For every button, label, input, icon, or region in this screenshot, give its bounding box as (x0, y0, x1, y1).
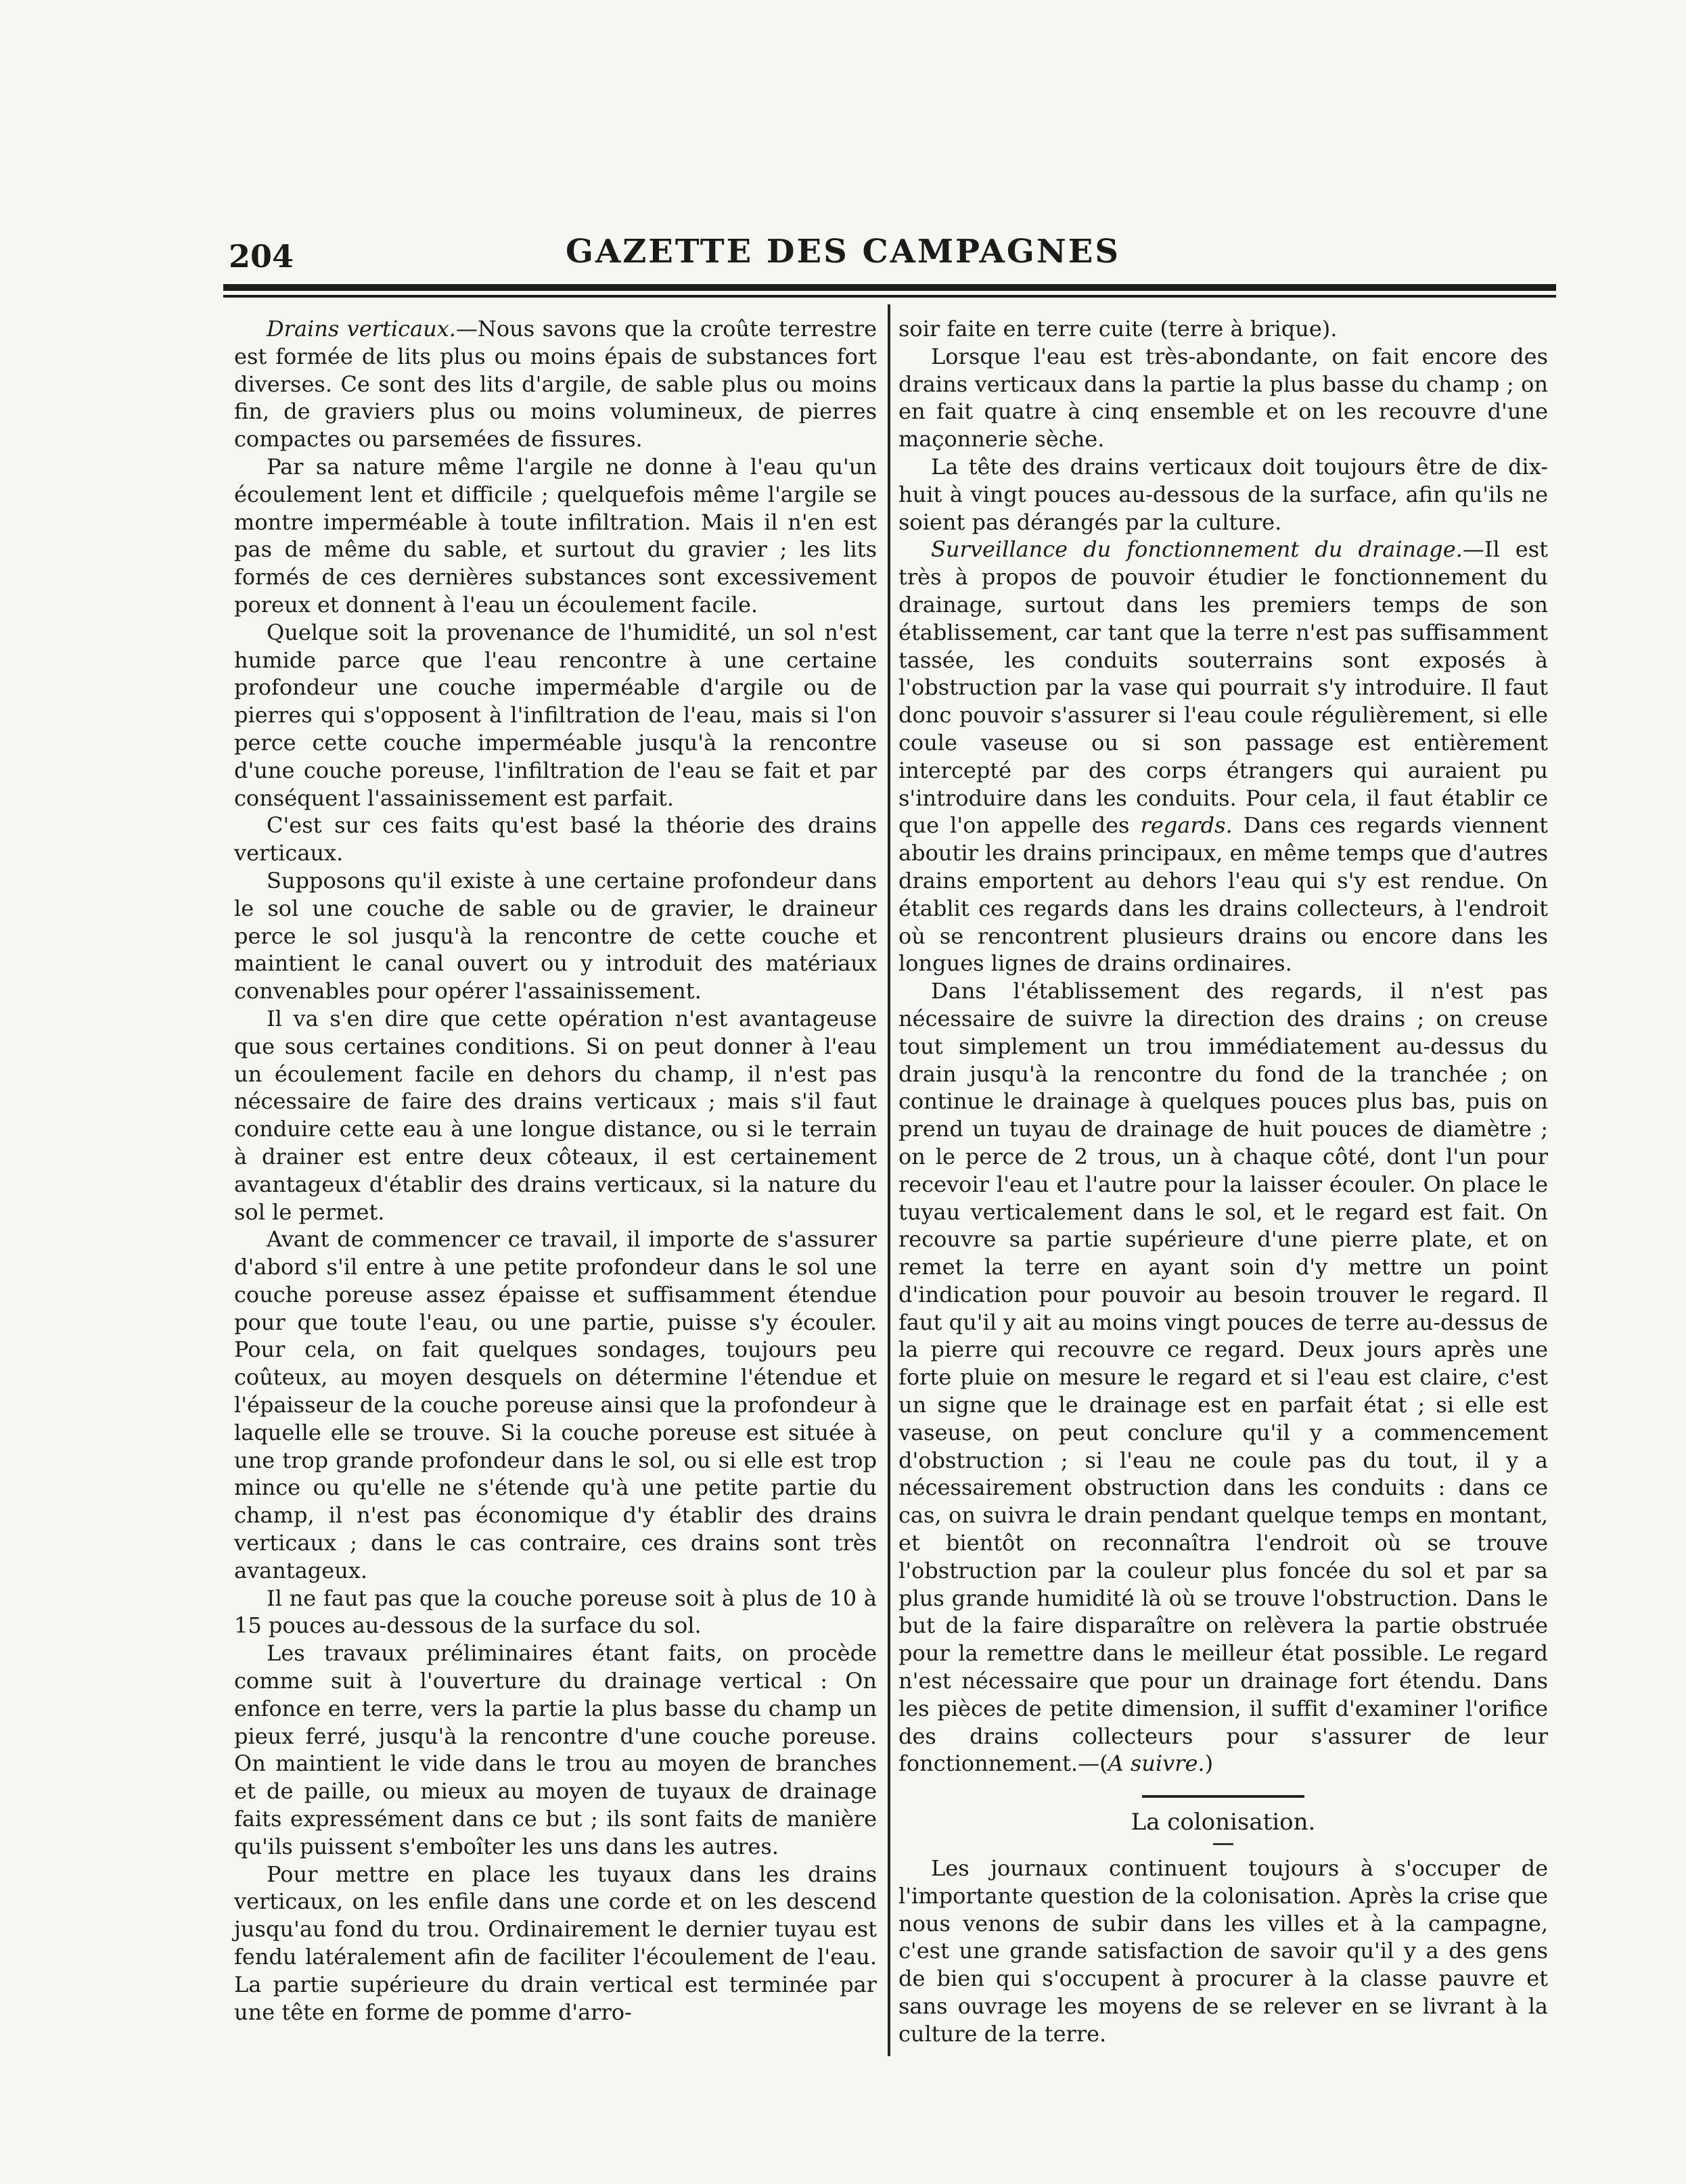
paragraph (898, 977, 1548, 1778)
page-number: 204 (229, 238, 294, 275)
paragraph-text: —Il est très à propos de pouvoir étudier le fonctionnement du drainage, surtout dans les premiers temps de son établissement, car tant que la terre n'est pas suffisamment tassée, les conduits souterrains sont exposés à l'obstruction par la vase qui pourrait s'y introduire. Il faut donc pouvoir s'assurer si l'eau coule régulièrement, si elle coule vaseuse ou si son passage est entièrement intercepté par des corps étrangers qui auraient pu s'introduire dans les conduits. Pour cela, il faut établir ce que l'on appelle des (898, 536, 1549, 839)
italic-term: regards. (1140, 812, 1233, 839)
paragraph (234, 315, 877, 453)
paragraph-heading: Drains verticaux. (267, 316, 456, 342)
paragraph: Par sa nature même l'argile ne donne à l'eau qu'un écoulement lent et difficile ; quelquefois même l'argile se montre imperméable à toute infiltration. Mais il n'en est pas de même du sable, et surtout du gravier ; les lits formés de ces dernières substances sont excessivement poreux et donnent à l'eau un écoulement facile. (234, 453, 877, 618)
page-title: GAZETTE DES CAMPAGNES (565, 233, 1120, 271)
column-divider (888, 304, 890, 2056)
paragraph: Lorsque l'eau est très-abondante, on fait encore des drains verticaux dans la partie la plus basse du champ ; on en fait quatre à cinq ensemble et on les recouvre d'une maçonnerie sèche. (898, 343, 1548, 452)
paragraph: Il ne faut pas que la couche poreuse soit à plus de 10 à 15 pouces au-dessous de la surface du sol. (234, 1585, 877, 1639)
paragraph: Les journaux continuent toujours à s'occuper de l'importante question de la colonisation. Après la crise que nous venons de subir dans les villes et à la campagne, c'est une grande satisfaction de savoir qu'il y a des gens de bien qui s'occupent à procurer à la classe pauvre et sans ouvrage les moyens de se relever en se livrant à la culture de la terre. (898, 1855, 1548, 2047)
paragraph (898, 536, 1548, 977)
paragraph: Il va s'en dire que cette opération n'est avantageuse que sous certaines conditions. Si on peut donner à l'eau un écoulement facile en dehors du champ, il n'est pas nécessaire de faire des drains verticaux ; mais s'il faut conduire cette eau à une longue distance, ou si le terrain à drainer est entre deux côteaux, il est certainement avantageux d'établir des drains verticaux, si la nature du sol le permet. (234, 1005, 877, 1225)
section-title-rule (1213, 1843, 1233, 1845)
paragraph: La tête des drains verticaux doit toujours être de dix-huit à vingt pouces au-dessous de la surface, afin qu'ils ne soient pas dérangés par la culture. (898, 453, 1548, 535)
paragraph: Quelque soit la provenance de l'humidité, un sol n'est humide parce que l'eau rencontre à une certaine profondeur une couche imperméable d'argile ou de pierres qui s'opposent à l'infiltration de l'eau, mais si l'on perce cette couche imperméable jusqu'à la rencontre d'une couche poreuse, l'infiltration de l'eau se fait et par conséquent l'assainissement est parfait. (234, 619, 877, 811)
header-rule-thick (223, 284, 1556, 291)
section-title: La colonisation. (1131, 1809, 1316, 1836)
paragraph: Les travaux préliminaires étant faits, on procède comme suit à l'ouverture du drainage vertical : On enfonce en terre, vers la partie la plus basse du champ un pieux ferré, jusqu'à la rencontre d'une couche poreuse. On maintient le vide dans le trou au moyen de branches et de paille, ou mieux au moyen de tuyaux de drainage faits expressément dans ce but ; ils sont faits de manière qu'ils puissent s'emboîter les uns dans les autres. (234, 1640, 877, 1859)
paragraph: Avant de commencer ce travail, il importe de s'assurer d'abord s'il entre à une petite profondeur dans le sol une couche poreuse assez épaisse et suffisamment étendue pour que toute l'eau, ou une partie, puisse s'y écouler. Pour cela, on fait quelques sondages, toujours peu coûteux, au moyen desquels on détermine l'étendue et l'épaisseur de la couche poreuse ainsi que la profondeur à laquelle elle se trouve. Si la couche poreuse est située à une trop grande profondeur dans le sol, ou si elle est trop mince ou qu'elle ne s'étende qu'à une petite partie du champ, il n'est pas économique d'y établir des drains verticaux ; dans le cas contraire, ces drains sont très avantageux. (234, 1226, 877, 1583)
paragraph: C'est sur ces faits qu'est basé la théorie des drains verticaux. (234, 812, 877, 866)
paragraph-continued: soir faite en terre cuite (terre à brique). (898, 316, 1338, 342)
paragraph-text: —Nous savons que la croûte terrestre est formée de lits plus ou moins épais de substances fort diverses. Ce sont des lits d'argile, de sable plus ou moins fin, de graviers plus ou moins volumineux, de pierres compactes ou parsemées de fissures. (234, 316, 878, 452)
paragraph: Pour mettre en place les tuyaux dans les drains verticaux, on les enfile dans une corde et on les descend jusqu'au fond du trou. Ordinairement le dernier tuyau est fendu latéralement afin de faciliter l'écoulement de l'eau. La partie supérieure du drain vertical est terminée par une tête en forme de pomme d'arro- (234, 1861, 877, 2025)
left-column (234, 315, 877, 2026)
paragraph-text: Dans l'établissement des regards, il n'est pas nécessaire de suivre la direction des drains ; on creuse tout simplement un trou immédiatement au-dessus du drain jusqu'à la rencontre du fond de la tranchée ; on continue le drainage à quelques pouces plus bas, puis on prend un tuyau de drainage de huit pouces de diamètre ; on le perce de 2 trous, un à chaque côté, dont l'un pour recevoir l'eau et l'autre pour la laisser écouler. On place le tuyau verticalement dans le sol, et le regard est fait. On recouvre sa partie supérieure d'une pierre plate, et on remet la terre en ayant soin d'y mettre un point d'indication pour pouvoir au besoin trouver le regard. Il faut qu'il y ait au moins vingt pouces de terre au-dessus de la pierre qui recouvre ce regard. Deux jours après une forte pluie on mesure le regard et si l'eau est claire, c'est un signe que le drainage est en parfait état ; si elle est vaseuse, on peut conclure qu'il y a commencement d'obstruction ; si l'eau ne coule pas du tout, il y a nécessairement obstruction dans les conduits : dans ce cas, on suivra le drain pendant quelque temps en montant, et bientôt on reconnaîtra l'endroit où se trouve l'obstruction par la couleur plus foncée du sol et par sa plus grande humidité là où se trouve l'obstruction. Dans le but de la faire disparaître on relèvera la partie obstruée pour la remettre dans le meilleur état possible. Le regard n'est nécessaire que pour un drainage fort étendu. Dans les pièces de petite dimension, il suffit d'examiner l'orifice des drains collecteurs pour s'assurer de leur fonctionnement.—( (898, 978, 1548, 1777)
right-column (898, 315, 1548, 2048)
paragraph-text: ) (1204, 1750, 1214, 1777)
paragraph-text: Dans ces regards viennent aboutir les drains principaux, en même temps que d'autres drains emportent au dehors l'eau qui s'y est rendue. On établit ces regards dans les drains collecteurs, à l'endroit où se rencontrent plusieurs drains ou encore dans les longues lignes de drains ordinaires. (898, 812, 1549, 977)
continued-note: A suivre. (1108, 1750, 1205, 1777)
paragraph-heading: Surveillance du fonctionnement du drainage. (931, 536, 1463, 563)
paragraph: Supposons qu'il existe à une certaine profondeur dans le sol une couche de sable ou de gravier, le draineur perce le sol jusqu'à la rencontre de cette couche et maintient le canal ouvert ou y introduit des matériaux convenables pour opérer l'assainissement. (234, 867, 877, 1004)
header-rule-thin (223, 295, 1556, 298)
section-divider (1142, 1795, 1304, 1798)
